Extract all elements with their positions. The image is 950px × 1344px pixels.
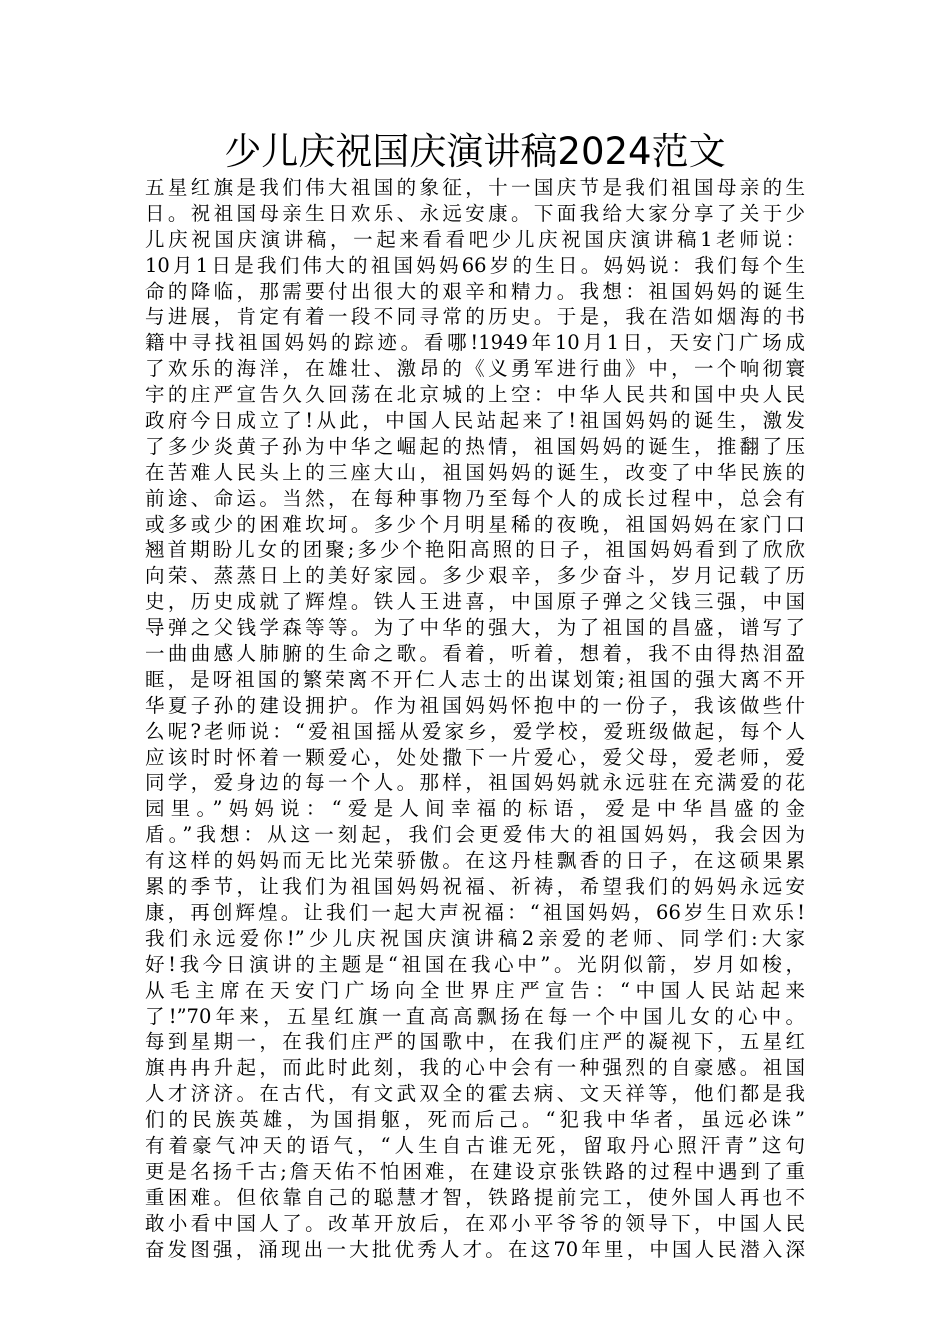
body-line: 眶，是呀祖国的繁荣离不开仁人志士的出谋划策;祖国的强大离不开	[145, 667, 805, 691]
body-line: 了欢乐的海洋，在雄壮、激昂的《义勇军进行曲》中，一个响彻寰	[145, 357, 805, 381]
body-line: 我们永远爱你!”少儿庆祝国庆演讲稿2亲爱的老师、同学们:大家	[145, 926, 805, 950]
body-line: 了!”70年来，五星红旗一直高高飘扬在每一个中国儿女的心中。	[145, 1004, 805, 1028]
body-line: 们的民族英雄，为国捐躯，死而后己。“犯我中华者，虽远必诛”	[145, 1108, 805, 1132]
body-line: 政府今日成立了!从此，中国人民站起来了!祖国妈妈的诞生，激发	[145, 409, 805, 433]
body-line: 好!我今日演讲的主题是“祖国在我心中”。光阴似箭，岁月如梭，	[145, 952, 805, 976]
body-line: 儿庆祝国庆演讲稿，一起来看看吧少儿庆祝国庆演讲稿1老师说：	[145, 227, 805, 251]
body-line: 每到星期一，在我们庄严的国歌中，在我们庄严的凝视下，五星红	[145, 1030, 805, 1054]
document-body	[145, 175, 805, 1262]
body-line: 有这样的妈妈而无比光荣骄傲。在这丹桂飘香的日子，在这硕果累	[145, 849, 805, 873]
body-line: 从毛主席在天安门广场向全世界庄严宣告：“中国人民站起来	[145, 978, 805, 1002]
body-line: 10月1日是我们伟大的祖国妈妈66岁的生日。妈妈说：我们每个生	[145, 253, 805, 277]
body-line: 敢小看中国人了。改革开放后，在邓小平爷爷的领导下，中国人民	[145, 1211, 805, 1235]
body-line: 向荣、蒸蒸日上的美好家园。多少艰辛，多少奋斗，岁月记载了历	[145, 564, 805, 588]
body-line: 旗冉冉升起，而此时此刻，我的心中会有一种强烈的自豪感。祖国	[145, 1056, 805, 1080]
body-line: 命的降临，那需要付出很大的艰辛和精力。我想：祖国妈妈的诞生	[145, 279, 805, 303]
body-line: 华夏子孙的建设拥护。作为祖国妈妈怀抱中的一份子，我该做些什	[145, 693, 805, 717]
body-line: 日。祝祖国母亲生日欢乐、永远安康。下面我给大家分享了关于少	[145, 201, 805, 225]
body-line: 么呢?老师说：“爱祖国摇从爱家乡，爱学校，爱班级做起，每个人	[145, 719, 805, 743]
document-title: 少儿庆祝国庆演讲稿2024范文	[224, 130, 726, 173]
body-line: 园里。”妈妈说：“爱是人间幸福的标语，爱是中华昌盛的金	[145, 797, 805, 821]
body-line: 更是名扬千古;詹天佑不怕困难，在建设京张铁路的过程中遇到了重	[145, 1159, 805, 1183]
body-line: 康，再创辉煌。让我们一起大声祝福：“祖国妈妈，66岁生日欢乐!	[145, 900, 805, 924]
body-line: 有着豪气冲天的语气，“人生自古谁无死，留取丹心照汗青”这句	[145, 1133, 805, 1157]
body-line: 前途、命运。当然，在每种事物乃至每个人的成长过程中，总会有	[145, 486, 805, 510]
body-line: 应该时时怀着一颗爱心，处处撒下一片爱心，爱父母，爱老师，爱	[145, 745, 805, 769]
body-line: 同学，爱身边的每一个人。那样，祖国妈妈就永远驻在充满爱的花	[145, 771, 805, 795]
body-line: 在苦难人民头上的三座大山，祖国妈妈的诞生，改变了中华民族的	[145, 460, 805, 484]
body-line: 奋发图强，涌现出一大批优秀人才。在这70年里，中国人民潜入深	[145, 1237, 805, 1261]
body-line: 或多或少的困难坎坷。多少个月明星稀的夜晚，祖国妈妈在家门口	[145, 512, 805, 536]
body-line: 史，历史成就了辉煌。铁人王进喜，中国原子弹之父钱三强，中国	[145, 590, 805, 614]
body-line: 导弹之父钱学森等等。为了中华的强大，为了祖国的昌盛，谱写了	[145, 616, 805, 640]
body-line: 一曲曲感人肺腑的生命之歌。看着，听着，想着，我不由得热泪盈	[145, 642, 805, 666]
body-line: 籍中寻找祖国妈妈的踪迹。看哪!1949年10月1日，天安门广场成	[145, 331, 805, 355]
body-line: 与进展，肯定有着一段不同寻常的历史。于是，我在浩如烟海的书	[145, 305, 805, 329]
body-line: 宇的庄严宣告久久回荡在北京城的上空：中华人民共和国中央人民	[145, 383, 805, 407]
body-line: 了多少炎黄子孙为中华之崛起的热情，祖国妈妈的诞生，推翻了压	[145, 434, 805, 458]
body-line: 累的季节，让我们为祖国妈妈祝福、祈祷，希望我们的妈妈永远安	[145, 875, 805, 899]
body-line: 重困难。但依靠自己的聪慧才智，铁路提前完工，使外国人再也不	[145, 1185, 805, 1209]
body-line: 五星红旗是我们伟大祖国的象征，十一国庆节是我们祖国母亲的生	[145, 176, 805, 199]
body-line: 人才济济。在古代，有文武双全的霍去病、文天祥等，他们都是我	[145, 1082, 805, 1106]
body-line: 盾。”我想：从这一刻起，我们会更爱伟大的祖国妈妈，我会因为	[145, 823, 805, 847]
body-line: 翘首期盼儿女的团聚;多少个艳阳高照的日子，祖国妈妈看到了欣欣	[145, 538, 805, 562]
